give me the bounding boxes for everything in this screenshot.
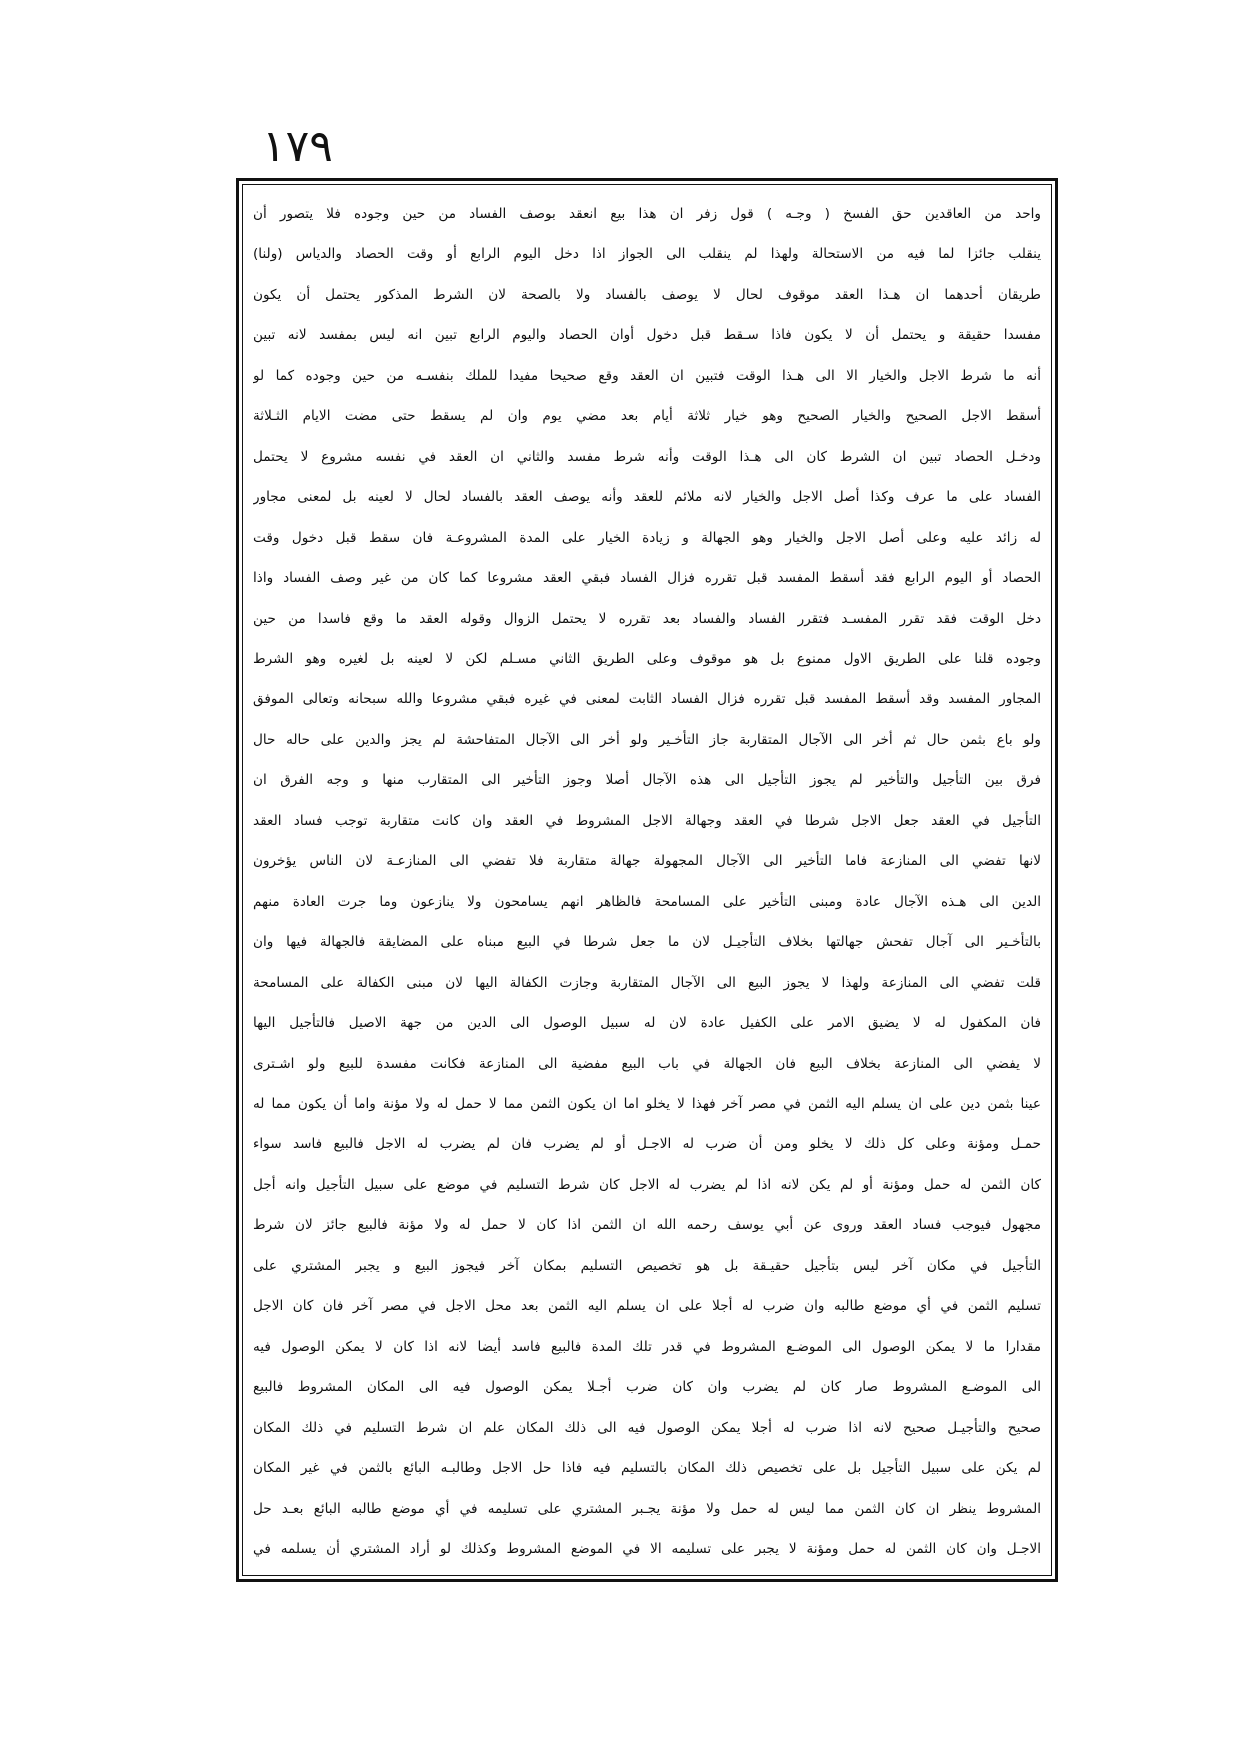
text-line: ينقلب جائزا لما فيه من الاستحالة ولهذا لم ينقلب الى الجواز اذا دخل اليوم الرابع أو وقت الحصاد والدياس (ولنا) [253,246,1041,263]
text-line: عينا بثمن دين على ان يسلم اليه الثمن في مصر آخر فهذا لا يخلو اما ان يكون الثمن مما لا حمل له ولا مؤنة واما أن يكون مما له [253,1095,1041,1112]
text-line: لا يفضي الى المنازعة بخلاف البيع فان الجهالة في باب البيع مفضية الى المنازعة فكانت مفسدة للبيع ولو اشـترى [253,1055,1041,1072]
text-line: كان الثمن له حمل ومؤنة أو لم يكن لانه اذا لم يضرب له الاجل كان شرط التسليم في موضع على سبيل التأجيل وانه أجل [253,1176,1041,1193]
text-line: التأجيل في مكان آخر ليس بتأجيل حقيـقة بل هو تخصيص التسليم بمكان آخر فيجوز البيع و يجبر المشتري على [253,1257,1041,1274]
text-line: الحصاد أو اليوم الرابع فقد أسقط المفسد قبل تقرره فزال الفساد فبقي العقد مشروعا كما كان من غير وصف الفساد واذا [253,570,1041,587]
text-line: قلت تفضي الى المنازعة ولهذا لا يجوز البيع الى الآجال المتقاربة وجازت الكفالة اليها لان مبنى الكفالة على المسامحة [253,974,1041,991]
text-line: الاجـل وان كان الثمن له حمل ومؤنة لا يجبر على تسليمه الا في الموضع المشروط وكذلك لو أراد المشتري أن يسلمه في [253,1540,1041,1557]
text-line: المشروط ينظر ان كان الثمن مما ليس له حمل ولا مؤنة يجـبر المشتري على تسليمه في أي موضع طالبه البائع بعـد حل [253,1500,1041,1517]
body-text [253,199,1041,1565]
text-line: فان المكفول له لا يضيق الامر على الكفيل عادة لان له سبيل الوصول الى الدين من جهة الاصيل فالتأجيل اليها [253,1015,1041,1032]
text-line: ودخـل الحصاد تبين ان الشرط كان الى هـذا الوقت وأنه شرط مفسد والثاني ان العقد في نفسه مشروع لا يحتمل [253,448,1041,465]
text-line: بالتأخـير الى آجال تفحش جهالتها بخلاف التأجيـل لان ما جعل شرطا في البيع مبناه على المضايقة فالجهالة فيها وان [253,934,1041,951]
page-number: ١٧٩ [262,121,333,172]
text-line: حمـل ومؤنة وعلى كل ذلك لا يخلو ومن أن ضرب له الاجـل أو لم يضرب فان لم يضرب له الاجل فالبيع فاسد سواء [253,1136,1041,1153]
text-line: طريقان أحدهما ان هـذا العقد موقوف لحال لا يوصف بالفساد ولا بالصحة لان الشرط المذكور يحتمل أن يكون [253,286,1041,303]
text-line: مفسدا حقيقة و يحتمل أن لا يكون فاذا سـقط قبل دخول أوان الحصاد واليوم الرابع تبين انه ليس بمفسد لانه تبين [253,327,1041,344]
text-line: مجهول فيوجب فساد العقد وروى عن أبي يوسف رحمه الله ان الثمن اذا كان لا حمل له ولا مؤنة فالبيع جائز لان شرط [253,1217,1041,1234]
text-line: ولو باع بثمن حال ثم أخر الى الآجال المتقاربة جاز التأخـير ولو أخر الى الآجال المتفاحشة لم يجز والدين على حاله حال [253,731,1041,748]
text-line: لم يكن على سبيل التأجيل بل على تخصيص ذلك المكان بالتسليم فيه فاذا حل الاجل وطالبـه البائع بالثمن في غير المكان [253,1460,1041,1477]
text-line: مقدارا ما لا يمكن الوصول الى الموضـع المشروط في قدر تلك المدة فالبيع فاسد أيضا لانه اذا كان لا يمكن الوصول فيه [253,1338,1041,1355]
text-line: التأجيل في العقد جعل الاجل شرطا في العقد وجهالة الاجل المشروط في العقد وان كانت متقاربة توجب فساد العقد [253,812,1041,829]
text-line: تسليم الثمن في أي موضع طالبه وان ضرب له أجلا على ان يسلم اليه الثمن بعد محل الاجل في مصر آخر فان كان الاجل [253,1298,1041,1315]
text-line: الفساد على ما عرف وكذا أصل الاجل والخيار لانه ملائم للعقد وأنه يوصف العقد بالفساد لحال لا لعينه بل لمعنى مجاور [253,489,1041,506]
text-line: فرق بين التأجيل والتأخير لم يجوز التأجيل الى هذه الآجال أصلا وجوز التأخير الى المتقارب منها و وجه الفرق ان [253,772,1041,789]
text-line: دخل الوقت فقد تقرر المفسـد فتقرر الفساد والفساد بعد تقرره لا يحتمل الزوال وقوله العقد ما وقع فاسدا من حين [253,610,1041,627]
text-line: الى الموضـع المشروط صار كان لم يضرب وان كان ضرب أجـلا يمكن الوصول فيه الى المكان المشروط فالبيع [253,1379,1041,1396]
text-line: وجوده قلنا على الطريق الاول ممنوع بل هو موقوف وعلى الطريق الثاني مسـلم لكن لا لعينه بل لغيره وهو الشرط [253,650,1041,667]
text-line: أسقط الاجل الصحيح والخيار الصحيح وهو خيار ثلاثة أيام بعد مضي يوم وان لم يسقط حتى مضت الايام الثـلاثة [253,408,1041,425]
text-line: له زائد عليه وعلى أصل الاجل والخيار وهو الجهالة و زيادة الخيار على المدة المشروعـة فان سقط قبل دخول وقت [253,529,1041,546]
text-line: صحيح والتأجيـل صحيح لانه اذا ضرب له أجلا يمكن الوصول فيه الى ذلك المكان علم ان شرط التسليم في ذلك المكان [253,1419,1041,1436]
page-frame [236,178,1058,1582]
text-line: لانها تفضي الى المنازعة فاما التأخير الى الآجال المجهولة جهالة متقاربة فلا تفضي الى المنازعـة لان الناس يؤخرون [253,853,1041,870]
text-line: أنه ما شرط الاجل والخيار الا الى هـذا الوقت فتبين ان العقد وقع صحيحا مفيدا للملك بنفسـه من حين وجوده كما لو [253,367,1041,384]
page-inner-frame [242,184,1052,1576]
text-line: الدين الى هـذه الآجال عادة ومبنى التأخير على المسامحة فالظاهر انهم يسامحون ولا ينازعون وما جرت العادة منهم [253,893,1041,910]
text-line: المجاور المفسد وقد أسقط المفسد قبل تقرره فزال الفساد الثابت لمعنى في غيره فبقي مشروعا والله سبحانه وتعالى الموفق [253,691,1041,708]
text-line: واحد من العاقدين حق الفسخ ( وجـه ) قول زفر ان هذا بيع انعقد بوصف الفساد من حين وجوده فلا يتصور أن [253,206,1041,222]
